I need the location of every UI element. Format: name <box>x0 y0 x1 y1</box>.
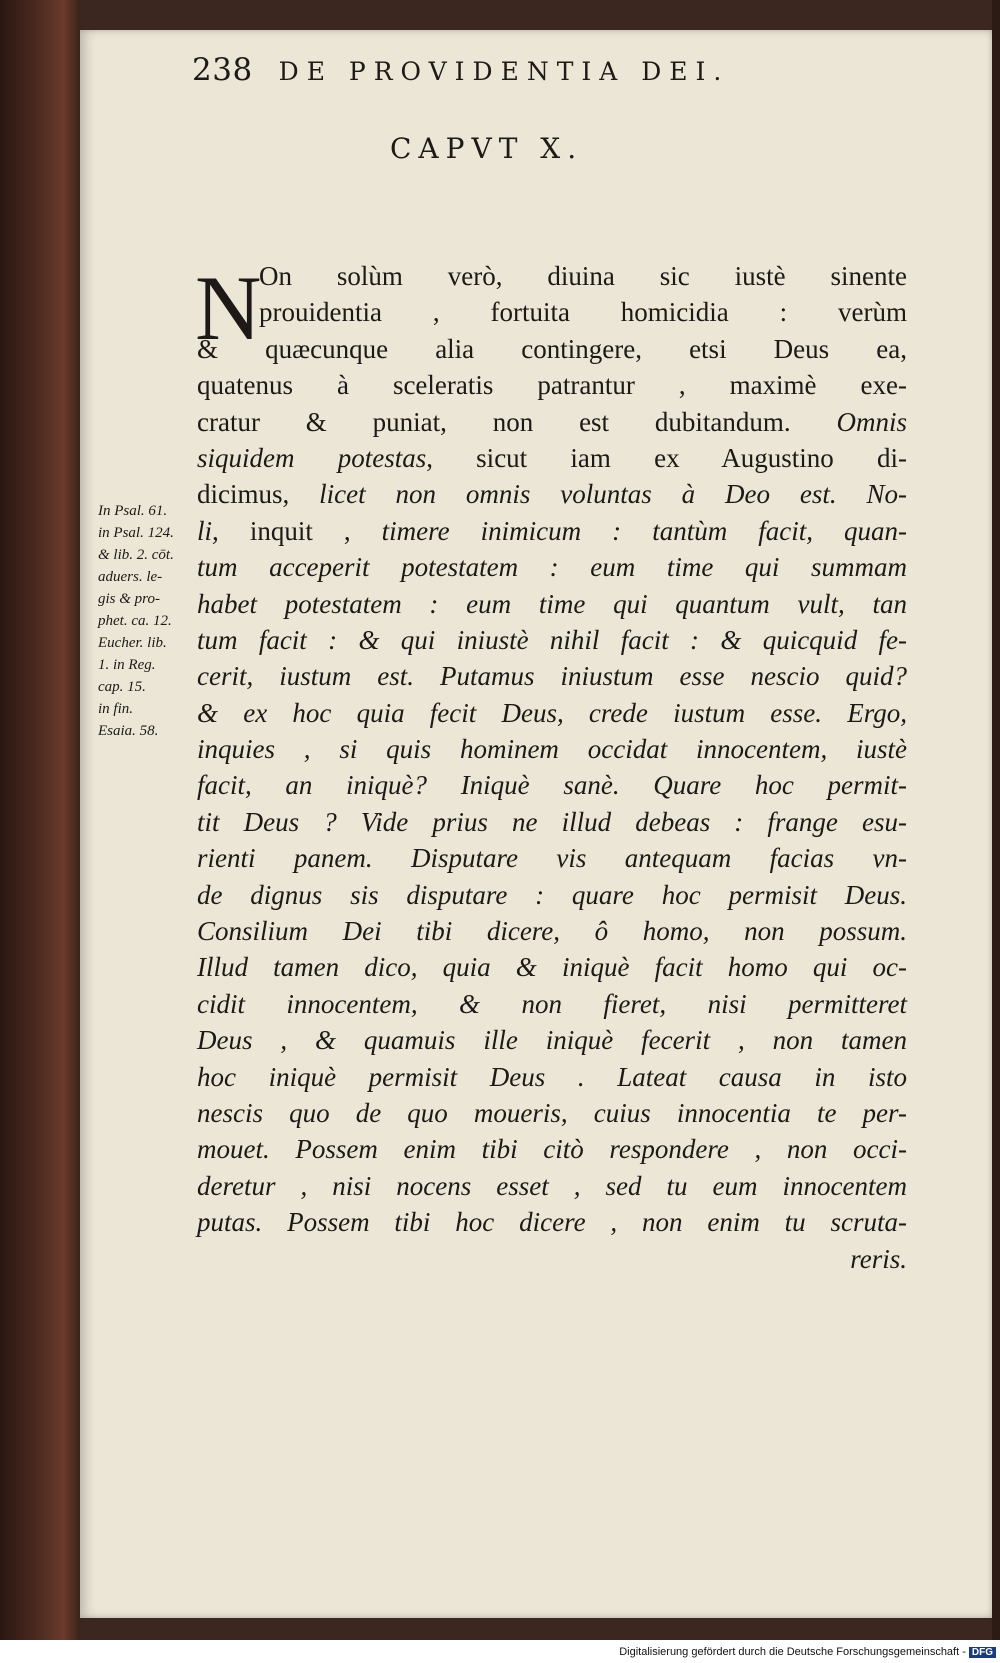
text-line: tit Deus ? Vide prius ne illud debeas : frange esu- <box>197 806 907 837</box>
text-line: cidit innocentem, & non fieret, nisi permitteret <box>197 988 907 1019</box>
text-line: quatenus à sceleratis patrantur , maximè exe- <box>197 370 907 401</box>
book-edge-right <box>992 0 1000 1640</box>
text-segment: inquit , <box>249 515 351 546</box>
margin-note: Esaia. 58. <box>98 723 159 739</box>
text-line: inquies , si quis hominem occidat innocentem, iustè <box>197 734 907 765</box>
running-head: DE PROVIDENTIA DEI. <box>278 57 730 86</box>
text-segment: dicimus, <box>197 479 290 510</box>
text-line <box>197 513 907 549</box>
margin-note: 1. in Reg. <box>98 657 156 673</box>
text-segment-italic: li, <box>197 515 219 546</box>
margin-note: Eucher. lib. <box>98 635 167 651</box>
dfg-logo-icon: DFG <box>969 1647 996 1658</box>
margin-note: phet. ca. 12. <box>98 613 172 629</box>
text-segment-italic: siquidem potestas <box>197 442 427 473</box>
text-line: Deus , & quamuis ille iniquè fecerit , non tamen <box>197 1025 907 1056</box>
text-line: hoc iniquè permisit Deus . Lateat causa in isto <box>197 1061 907 1092</box>
text-line: prouidentia , fortuita homicidia : verùm <box>259 297 907 328</box>
margin-note: in Psal. 124. <box>98 525 174 541</box>
margin-note: In Psal. 61. <box>98 503 168 519</box>
text-line: rienti panem. Disputare vis antequam facias vn- <box>197 843 907 874</box>
book-edge-left <box>0 0 80 1640</box>
text-segment-italic: licet non omnis voluntas à Deo est. No- <box>319 479 908 510</box>
text-line <box>197 440 907 476</box>
digitization-credit <box>600 1646 996 1658</box>
margin-note: aduers. le- <box>98 569 163 585</box>
margin-note: gis & pro- <box>98 591 160 607</box>
margin-note: in fin. <box>98 701 134 717</box>
chapter-heading: CAPVT X. <box>390 132 584 165</box>
text-line: facit, an iniquè? Iniquè sanè. Quare hoc permit- <box>197 770 907 801</box>
text-line: cerit, iustum est. Putamus iniustum esse nescio quid? <box>197 661 907 692</box>
text-line <box>197 404 907 440</box>
text-line: Illud tamen dico, quia & iniquè facit homo qui oc- <box>197 952 907 983</box>
text-line: & quæcunque alia contingere, etsi Deus ea, <box>197 333 907 364</box>
credit-text: Digitalisierung gefördert durch die Deutsche Forschungsgemeinschaft - <box>619 1646 966 1658</box>
text-line: & ex hoc quia fecit Deus, crede iustum esse. Ergo, <box>197 697 907 728</box>
page-header <box>192 52 872 88</box>
text-line: de dignus sis disputare : quare hoc permisit Deus. <box>197 879 907 910</box>
text-line: Consilium Dei tibi dicere, ô homo, non possum. <box>197 916 907 947</box>
drop-cap: N <box>195 257 262 359</box>
text-segment-italic: Omnis <box>836 406 907 437</box>
text-line: nescis quo de quo moueris, cuius innocentia te per- <box>197 1097 907 1128</box>
text-line: mouet. Possem enim tibi citò respondere , non occi- <box>197 1134 907 1165</box>
text-line: tum acceperit potestatem : eum time qui summam <box>197 552 907 583</box>
text-line: habet potestatem : eum time qui quantum vult, tan <box>197 588 907 619</box>
text-line: tum facit : & qui iniustè nihil facit : & quicquid fe- <box>197 624 907 655</box>
text-line: deretur , nisi nocens esset , sed tu eum innocentem <box>197 1170 907 1201</box>
margin-notes <box>98 500 198 742</box>
text-line: putas. Possem tibi hoc dicere , non enim tu scruta- <box>197 1207 907 1238</box>
text-segment-italic: timere inimicum : tantùm facit, quan- <box>381 515 908 546</box>
text-segment: , sicut iam ex Augustino di- <box>426 442 907 473</box>
body-text <box>197 258 907 1277</box>
text-line <box>197 476 907 512</box>
margin-note: & lib. 2. cōt. <box>98 547 174 563</box>
text-segment: cratur & puniat, non est dubitandum. <box>197 406 791 437</box>
catchword: reris. <box>850 1243 907 1274</box>
margin-note: cap. 15. <box>98 679 146 695</box>
text-line: On solùm verò, diuina sic iustè sinente <box>259 261 907 291</box>
page-number: 238 <box>192 52 253 88</box>
